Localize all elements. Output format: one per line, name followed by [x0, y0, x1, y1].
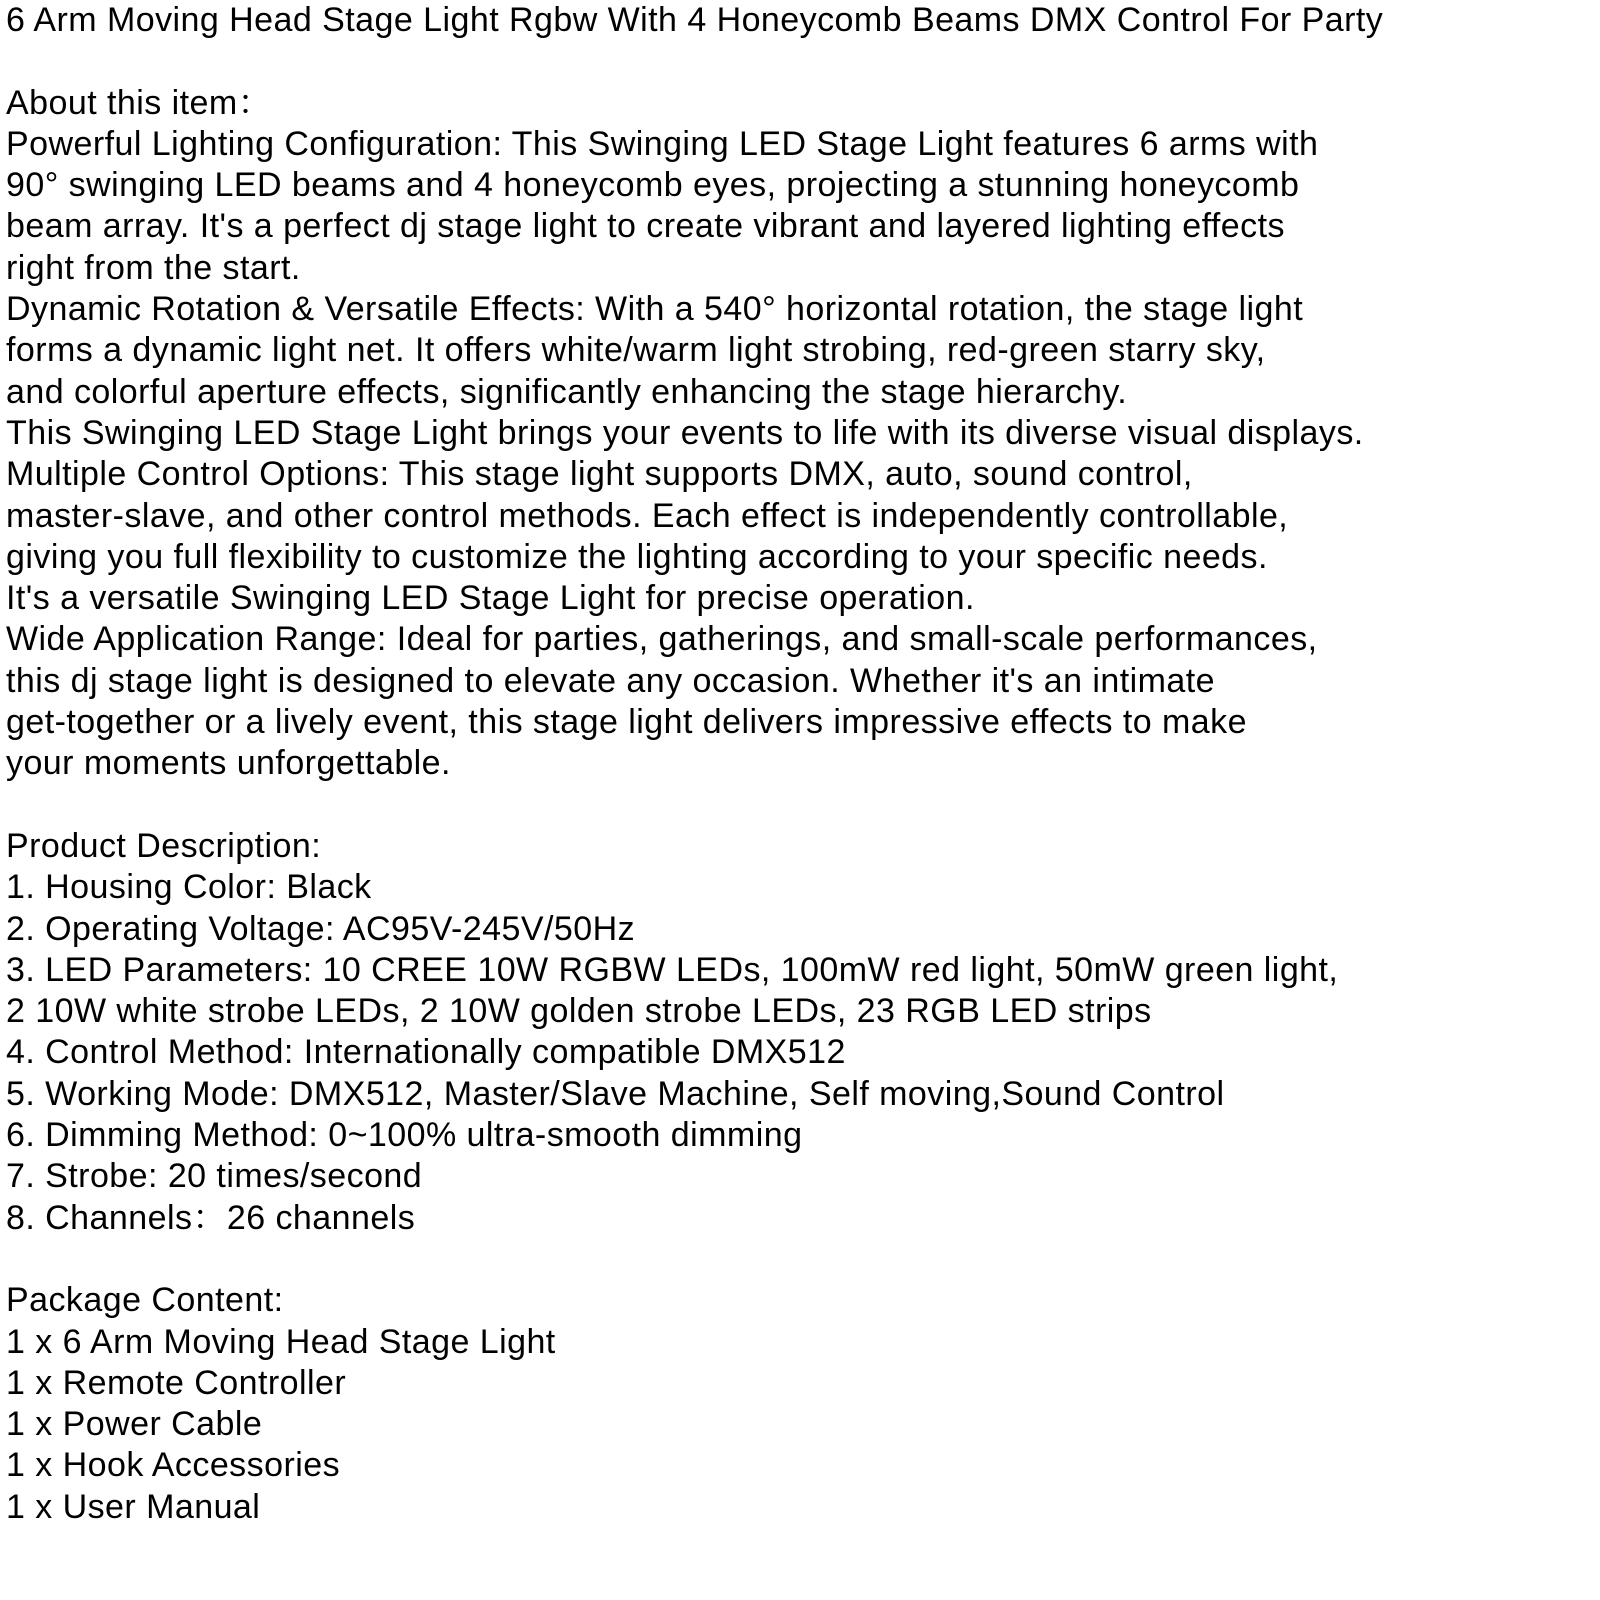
product-title: 6 Arm Moving Head Stage Light Rgbw With 4 Honeycomb Beams DMX Control For Party: [6, 1, 1384, 39]
spacer: [6, 41, 1596, 82]
spec-line: 2. Operating Voltage: AC95V-245V/50Hz: [6, 909, 636, 948]
about-line: Multiple Control Options: This stage light supports DMX, auto, sound control,: [6, 455, 1193, 494]
spacer: [6, 785, 1596, 826]
about-line: It's a versatile Swinging LED Stage Light for precise operation.: [6, 579, 975, 618]
about-line: Powerful Lighting Configuration: This Swinging LED Stage Light features 6 arms with: [6, 124, 1319, 163]
package-item: 1 x Remote Controller: [6, 1363, 347, 1402]
about-line: giving you full flexibility to customize the lighting according to your specific needs.: [6, 537, 1268, 576]
spec-line: 7. Strobe: 20 times/second: [6, 1157, 423, 1196]
spec-line: 5. Working Mode: DMX512, Master/Slave Machine, Self moving,Sound Control: [6, 1074, 1225, 1113]
product-description-section: [6, 826, 1596, 1239]
about-line: 90° swinging LED beams and 4 honeycomb eyes, projecting a stunning honeycomb: [6, 166, 1300, 205]
spec-line: 2 10W white strobe LEDs, 2 10W golden strobe LEDs, 23 RGB LED strips: [6, 992, 1152, 1031]
package-item: 1 x 6 Arm Moving Head Stage Light: [6, 1322, 556, 1361]
about-line: get-together or a lively event, this stage light delivers impressive effects to make: [6, 703, 1247, 742]
package-content-heading: Package Content:: [6, 1281, 284, 1320]
about-line: Wide Application Range: Ideal for parties, gatherings, and small-scale performances,: [6, 620, 1318, 659]
about-line: beam array. It's a perfect dj stage light to create vibrant and layered lighting effects: [6, 207, 1285, 246]
product-listing-document: [6, 0, 1596, 1528]
about-line: your moments unforgettable.: [6, 744, 451, 783]
product-description-heading: Product Description:: [6, 826, 322, 865]
spec-line: 6. Dimming Method: 0~100% ultra-smooth dimming: [6, 1116, 803, 1155]
spec-line: 3. LED Parameters: 10 CREE 10W RGBW LEDs, 100mW red light, 50mW green light,: [6, 950, 1339, 989]
spacer: [6, 1239, 1596, 1280]
package-content-section: [6, 1280, 1596, 1528]
package-item: 1 x User Manual: [6, 1487, 261, 1526]
about-line: master-slave, and other control methods. Each effect is independently controllable,: [6, 496, 1289, 535]
about-heading: About this item：: [6, 83, 273, 122]
spec-line: 8. Channels：26 channels: [6, 1198, 416, 1237]
package-item: 1 x Power Cable: [6, 1405, 263, 1444]
about-line: forms a dynamic light net. It offers white/warm light strobing, red-green starry sky,: [6, 331, 1266, 370]
about-section: [6, 83, 1596, 785]
about-line: and colorful aperture effects, significantly enhancing the stage hierarchy.: [6, 372, 1128, 411]
about-line: right from the start.: [6, 248, 301, 287]
spec-line: 1. Housing Color: Black: [6, 868, 372, 907]
about-line: this dj stage light is designed to elevate any occasion. Whether it's an intimate: [6, 661, 1216, 700]
spec-line: 4. Control Method: Internationally compatible DMX512: [6, 1033, 846, 1072]
about-line: Dynamic Rotation & Versatile Effects: With a 540° horizontal rotation, the stage light: [6, 290, 1304, 329]
package-item: 1 x Hook Accessories: [6, 1446, 341, 1485]
about-line: This Swinging LED Stage Light brings your events to life with its diverse visual displays.: [6, 413, 1364, 452]
